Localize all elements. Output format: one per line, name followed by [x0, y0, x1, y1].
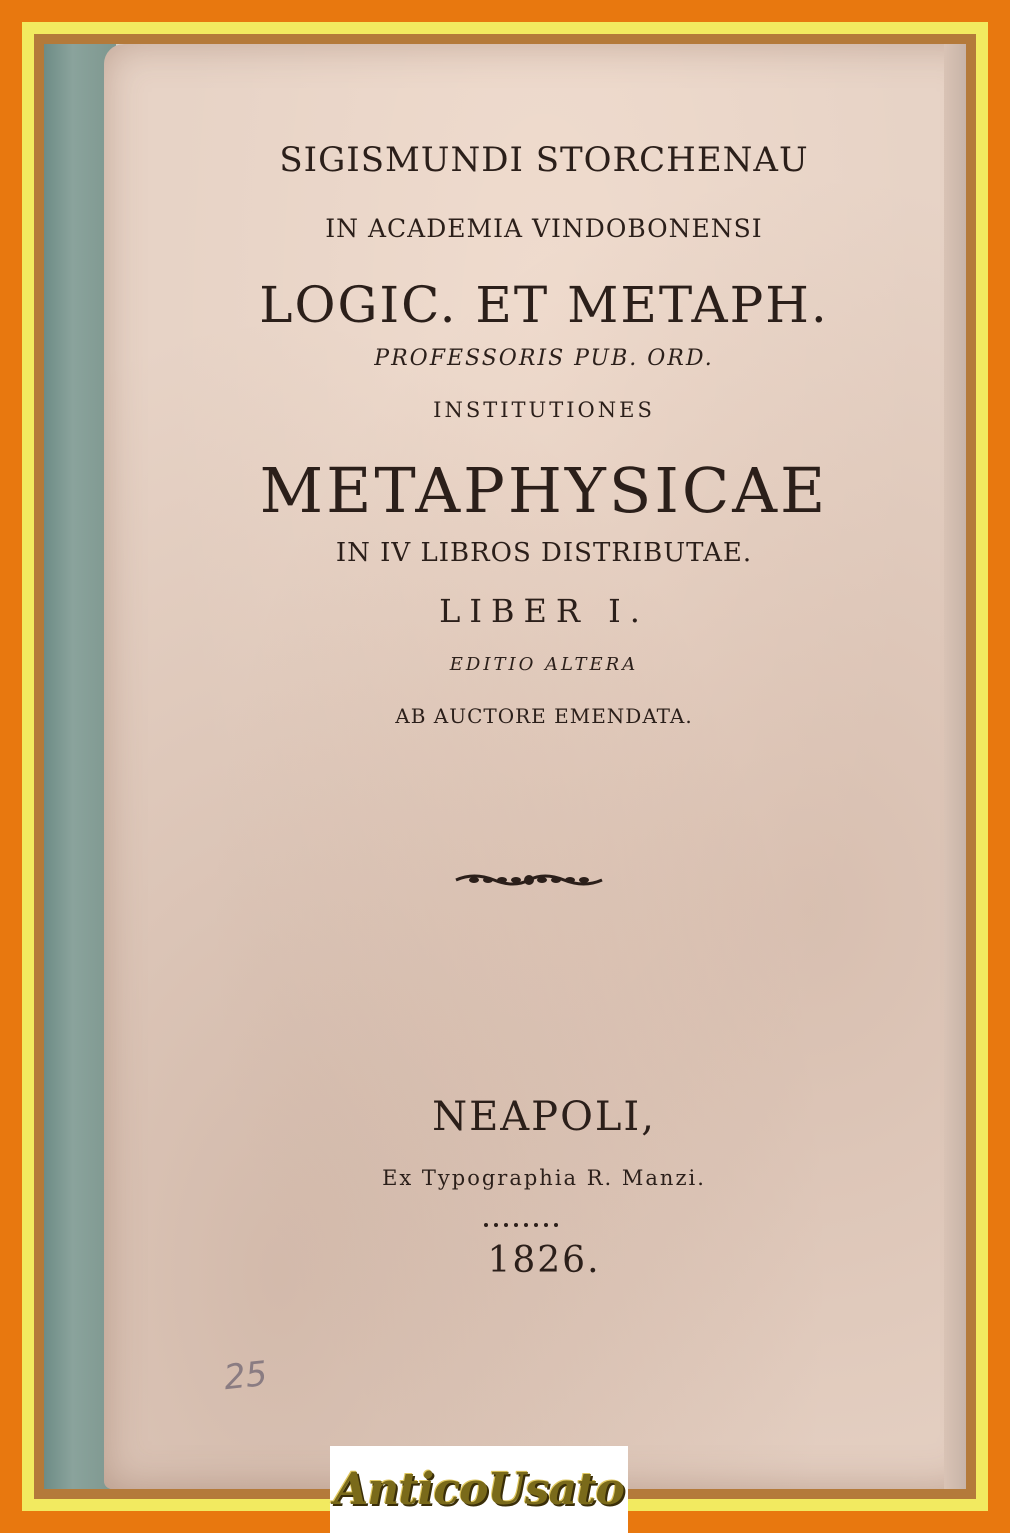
distribution-line: IN IV LIBROS DISTRIBUTAE. [335, 538, 753, 568]
emendation-line: AB AUCTORE EMENDATA. [395, 704, 693, 728]
title-page [104, 44, 966, 1489]
subject-line: LOGIC. ET METAPH. [259, 276, 829, 334]
author-line: SIGISMUNDI STORCHENAU [279, 140, 809, 180]
academy-line: IN ACADEMIA VINDOBONENSI [325, 214, 763, 243]
main-title: METAPHYSICAE [259, 454, 829, 527]
edition-line: EDITIO ALTERA [449, 654, 639, 675]
year-line: 1826. [487, 1240, 601, 1281]
institutiones-line: INSTITUTIONES [433, 398, 655, 422]
city-line: NEAPOLI, [432, 1094, 656, 1140]
printer-line: Ex Typographia R. Manzi. [382, 1166, 706, 1190]
book-number: LIBER I. [439, 592, 649, 630]
position-line: PROFESSORIS PUB. ORD. [374, 346, 714, 371]
watermark-text: AnticoUsato [334, 1464, 624, 1515]
printer-ornament-icon [454, 868, 604, 892]
handwritten-note: 25 [222, 1353, 270, 1399]
dotted-rule-icon [482, 1220, 566, 1230]
page-edge [944, 44, 966, 1489]
book-photo [44, 44, 966, 1489]
watermark-logo [330, 1446, 628, 1533]
